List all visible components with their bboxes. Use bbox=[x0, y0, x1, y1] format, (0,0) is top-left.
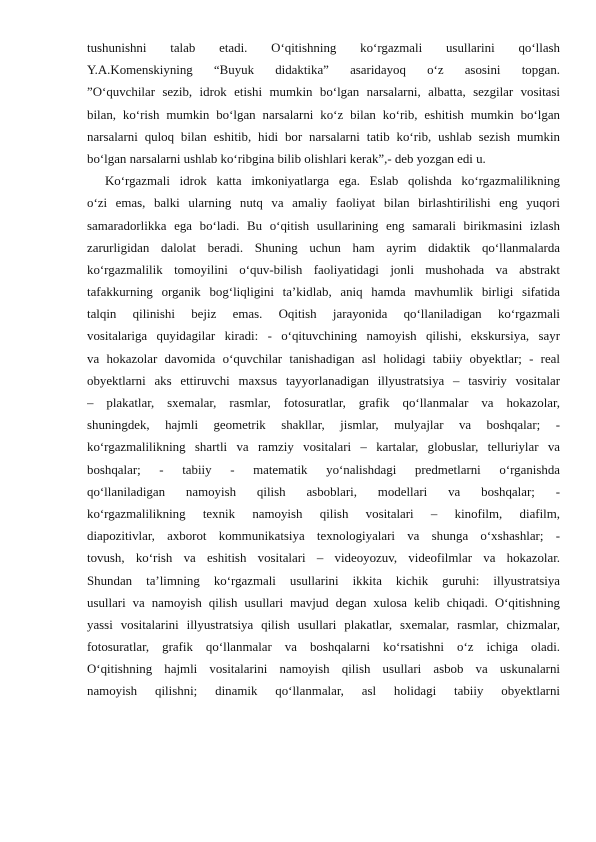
text-line: – plakatlar, sxemalar, rasmlar, fotosuratlar, grafik qo‘llanmalar va hokazolar, bbox=[87, 396, 560, 410]
text-line: va hokazolar davomida o‘quvchilar tanishadigan asl holidagi tabiiy obyektlar; - real bbox=[87, 351, 560, 366]
text-line: tovush, ko‘rish va eshitish vositalari – videoyozuv, videofilmlar va hokazolar. bbox=[87, 551, 560, 566]
text-line: shuningdek, hajmli geometrik shakllar, jismlar, mulyajlar va boshqalar; - bbox=[87, 418, 560, 433]
text-line: talqin qilinishi bejiz emas. Oqitish jarayonida qo‘llaniladigan ko‘rgazmali bbox=[87, 307, 560, 322]
text-line: narsalarni quloq bilan eshitib, hidi bor narsalarni tatib ko‘rib, ushlab sezish mumkin bbox=[87, 129, 560, 144]
text-line: diapozitivlar, axborot kommunikatsiya texnologiyalari va shunga o‘xshashlar; - bbox=[87, 529, 560, 544]
text-line: obyektlarni aks ettiruvchi maxsus tayyorlanadigan illyustratsiya – tasviriy vositalar bbox=[87, 373, 560, 388]
document-page bbox=[87, 37, 560, 703]
text-line: fotosuratlar, grafik qo‘llanmalar va boshqalarni ko‘rsatishni o‘z ichiga oladi. bbox=[87, 640, 560, 655]
text-line: zarurligidan dalolat beradi. Shuning uchun ham ayrim didaktik qo‘llanmalarda bbox=[87, 240, 560, 255]
text-line: Shundan ta’limning ko‘rgazmali usullarini ikkita kichik guruhi: illyustratsiya bbox=[87, 573, 560, 588]
text-line: Y.A.Komenskiyning “Buyuk didaktika” asaridayoq o‘z asosini topgan. bbox=[87, 63, 560, 78]
text-line: bo‘lgan narsalarni ushlab ko‘ribgina bilib olishlari kerak”,- deb yozgan edi u. bbox=[87, 151, 486, 166]
text-line: tushunishni talab etadi. O‘qitishning ko‘rgazmali usullarini qo‘llash bbox=[87, 41, 560, 55]
text-line: usullari va namoyish qilish usullari mavjud degan xulosa kelib chiqadi. O‘qitishning bbox=[87, 595, 560, 610]
text-line: tafakkurning organik bog‘liqligini ta’kidlab, aniq hamda mavhumlik birligi sifatida bbox=[87, 285, 560, 300]
text-line: o‘zi emas, balki ularning nutq va amaliy faoliyat bilan birlashtirilishi eng yuqori bbox=[87, 196, 560, 211]
text-line: boshqalar; - tabiiy - matematik yo‘nalishdagi predmetlarni o‘rganishda bbox=[87, 462, 560, 477]
paragraph-first-line: Ko‘rgazmali idrok katta imkoniyatlarga ega. Eslab qolishda ko‘rgazmalilikning bbox=[105, 174, 560, 189]
text-line: ko‘rgazmalilikning shartli va ramziy vositalari – kartalar, globuslar, telluriylar va bbox=[87, 440, 560, 455]
text-line: ”O‘quvchilar sezib, idrok etishi mumkin bo‘lgan narsalarni, albatta, sezgilar vositasi bbox=[87, 85, 560, 100]
text-line: qo‘llaniladigan namoyish qilish asboblari, modellari va boshqalar; - bbox=[87, 484, 560, 499]
text-line: ko‘rgazmalilikning texnik namoyish qilish vositalari – kinofilm, diafilm, bbox=[87, 506, 560, 521]
text-line: vositalariga quyidagilar kiradi: - o‘qituvchining namoyish qilishi, ekskursiya, sayr bbox=[87, 329, 560, 344]
text-line: yassi vositalarini illyustratsiya qilish usullari plakatlar, sxemalar, rasmlar, chizmalar, bbox=[87, 617, 560, 632]
text-line: namoyish qilishni; dinamik qo‘llanmalar, asl holidagi tabiiy obyektlarni bbox=[87, 684, 560, 699]
text-line: samaradorlikka ega bo‘ladi. Bu o‘qitish usullarining eng samarali birikmasini izlash bbox=[87, 218, 560, 233]
text-line: ko‘rgazmalilik tomoyilini o‘quv-bilish faoliyatidagi jonli mushohada va abstrakt bbox=[87, 262, 560, 277]
text-line: bilan, ko‘rish mumkin bo‘lgan narsalarni ko‘z bilan ko‘rib, eshitish mumkin bo‘lgan bbox=[87, 107, 560, 122]
text-line: O‘qitishning hajmli vositalarini namoyish qilish usullari asbob va uskunalarni bbox=[87, 662, 560, 677]
